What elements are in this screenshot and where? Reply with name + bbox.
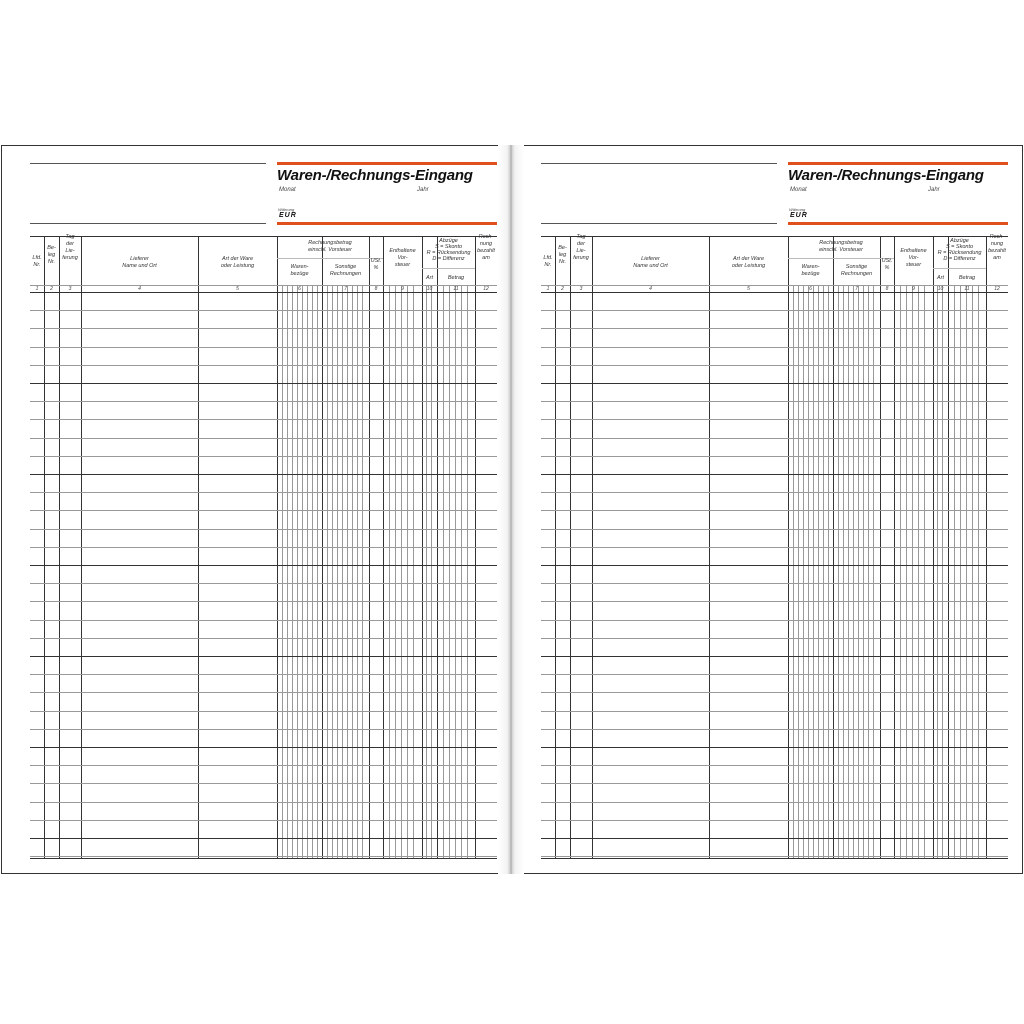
column-number: 12	[994, 286, 1000, 292]
column-number: 3	[579, 286, 583, 292]
column-header: USt. %	[370, 258, 382, 271]
column-header: Lieferer Name und Ort	[633, 256, 668, 269]
digit-divider	[966, 285, 967, 858]
digit-divider	[395, 285, 396, 858]
digit-divider	[954, 285, 955, 858]
digit-divider	[828, 285, 829, 858]
column-header: Art der Ware oder Leistung	[731, 256, 766, 269]
digit-divider	[455, 285, 456, 858]
digit-divider	[793, 285, 794, 858]
digit-divider	[282, 285, 283, 858]
digit-divider	[942, 285, 943, 858]
header-line	[30, 163, 266, 164]
table-row	[30, 674, 497, 675]
table-row	[541, 510, 1008, 511]
year-label: Jahr	[417, 187, 429, 193]
column-number: 11	[453, 286, 459, 292]
table-row	[541, 474, 1008, 475]
table-row	[30, 583, 497, 584]
table-row	[541, 365, 1008, 366]
digit-divider	[906, 285, 907, 858]
group-header-rechnungsbetrag: Rechnungsbetrag einschl. Vorsteuer	[819, 240, 863, 253]
ledger-sheet-left	[30, 145, 500, 872]
ledger-sheet-right	[541, 145, 1011, 872]
column-header: Art	[425, 274, 434, 281]
table-row	[541, 838, 1008, 839]
table-row	[541, 601, 1008, 602]
digit-divider	[873, 285, 874, 858]
column-number: 7	[344, 286, 347, 292]
column-header: Rech- nung bezahlt am	[477, 234, 495, 261]
table-row	[541, 765, 1008, 766]
table-row	[541, 565, 1008, 566]
group-header-abzuege: Abzüge S = Skonto R = Rücksendung D = Differenz	[426, 238, 471, 262]
group-header-divider	[422, 268, 475, 269]
table-row	[30, 365, 497, 366]
column-number: 7	[855, 286, 858, 292]
table-row	[541, 856, 1008, 857]
table-top-border	[541, 236, 1008, 237]
digit-divider	[808, 285, 809, 858]
header-line	[30, 223, 266, 224]
digit-divider	[972, 285, 973, 858]
digit-divider	[918, 285, 919, 858]
table-row	[30, 401, 497, 402]
digit-divider	[978, 285, 979, 858]
column-number: 5	[747, 286, 750, 292]
column-header: USt. %	[881, 258, 893, 271]
table-row	[541, 347, 1008, 348]
table-row	[30, 601, 497, 602]
table-row	[30, 474, 497, 475]
table-row	[30, 328, 497, 329]
table-row	[541, 729, 1008, 730]
table-row	[30, 802, 497, 803]
number-row-border	[541, 292, 1008, 293]
table-row	[30, 529, 497, 530]
digit-divider	[848, 285, 849, 858]
column-header: Art	[936, 274, 945, 281]
digit-divider	[327, 285, 328, 858]
table-row	[30, 856, 497, 857]
table-row	[541, 692, 1008, 693]
column-number: 5	[236, 286, 239, 292]
column-number: 9	[401, 286, 404, 292]
table-row	[541, 783, 1008, 784]
column-header: Betrag	[958, 274, 976, 281]
column-header: Lfd. Nr.	[32, 255, 42, 268]
column-number: 4	[138, 286, 141, 292]
digit-divider	[352, 285, 353, 858]
column-header: Betrag	[447, 274, 465, 281]
digit-divider	[297, 285, 298, 858]
book-spine	[498, 145, 524, 874]
table-row	[30, 783, 497, 784]
digit-divider	[443, 285, 444, 858]
digit-divider	[843, 285, 844, 858]
column-number: 9	[912, 286, 915, 292]
column-number: 12	[483, 286, 489, 292]
column-number: 8	[885, 286, 889, 292]
table-row	[541, 456, 1008, 457]
digit-divider	[798, 285, 799, 858]
title-rule-top	[788, 162, 1008, 165]
table-row	[541, 583, 1008, 584]
column-header: Be- leg Nr.	[558, 244, 567, 265]
digit-divider	[347, 285, 348, 858]
group-header-divider	[933, 268, 986, 269]
digit-divider	[426, 285, 427, 858]
table-row	[541, 802, 1008, 803]
open-ledger-book	[0, 145, 1024, 875]
table-row	[30, 711, 497, 712]
table-row	[30, 729, 497, 730]
table-row	[30, 638, 497, 639]
table-row	[30, 492, 497, 493]
column-header: Lfd. Nr.	[543, 255, 553, 268]
digit-divider	[389, 285, 390, 858]
currency-value: EUR	[790, 212, 808, 219]
group-header-divider	[277, 258, 383, 259]
column-header: Be- leg Nr.	[47, 244, 56, 265]
digit-divider	[863, 285, 864, 858]
digit-divider	[900, 285, 901, 858]
table-row	[30, 438, 497, 439]
header-line	[541, 163, 777, 164]
table-bottom-border	[30, 858, 497, 859]
digit-divider	[858, 285, 859, 858]
table-bottom-border	[541, 858, 1008, 859]
digit-divider	[431, 285, 432, 858]
table-row	[30, 419, 497, 420]
column-number: 1	[546, 286, 550, 292]
table-row	[541, 310, 1008, 311]
digit-divider	[407, 285, 408, 858]
table-row	[30, 838, 497, 839]
table-row	[30, 510, 497, 511]
table-row	[30, 547, 497, 548]
column-header: Waren- bezüge	[801, 264, 820, 277]
digit-divider	[823, 285, 824, 858]
digit-divider	[937, 285, 938, 858]
table-row	[30, 820, 497, 821]
digit-divider	[292, 285, 293, 858]
digit-divider	[317, 285, 318, 858]
digit-divider	[307, 285, 308, 858]
digit-divider	[960, 285, 961, 858]
form-title: Waren-/Rechnungs-Eingang	[788, 167, 984, 184]
column-number: 1	[35, 286, 39, 292]
table-row	[30, 747, 497, 748]
digit-divider	[332, 285, 333, 858]
column-header: Tag der Lie- ferung	[573, 234, 589, 261]
digit-divider	[924, 285, 925, 858]
table-row	[541, 419, 1008, 420]
table-row	[541, 638, 1008, 639]
header-line	[541, 223, 777, 224]
table-row	[30, 765, 497, 766]
table-row	[541, 438, 1008, 439]
group-header-abzuege: Abzüge S = Skonto R = Rücksendung D = Differenz	[937, 238, 982, 262]
digit-divider	[287, 285, 288, 858]
form-title: Waren-/Rechnungs-Eingang	[277, 167, 473, 184]
column-header: Rech- nung bezahlt am	[988, 234, 1006, 261]
digit-divider	[357, 285, 358, 858]
column-number: 3	[68, 286, 72, 292]
table-row	[541, 401, 1008, 402]
currency-value: EUR	[279, 212, 297, 219]
month-label: Monat	[279, 187, 296, 193]
digit-divider	[461, 285, 462, 858]
digit-divider	[449, 285, 450, 858]
column-header: Art der Ware oder Leistung	[220, 256, 255, 269]
column-number: 2	[561, 286, 564, 292]
column-number: 11	[964, 286, 970, 292]
currency-label: Währung	[278, 207, 295, 212]
table-row	[541, 674, 1008, 675]
title-rule-bottom	[788, 222, 1008, 225]
digit-divider	[818, 285, 819, 858]
table-row	[541, 747, 1008, 748]
column-header: Enthaltene Vor- steuer	[389, 247, 416, 268]
column-header: Lieferer Name und Ort	[122, 256, 157, 269]
table-row	[541, 492, 1008, 493]
digit-divider	[401, 285, 402, 858]
table-row	[541, 620, 1008, 621]
table-row	[30, 310, 497, 311]
table-row	[541, 328, 1008, 329]
digit-divider	[868, 285, 869, 858]
year-label: Jahr	[928, 187, 940, 193]
column-number: 6	[298, 286, 301, 292]
column-header: Tag der Lie- ferung	[62, 234, 78, 261]
column-number: 6	[809, 286, 812, 292]
group-header-divider	[788, 258, 894, 259]
digit-divider	[312, 285, 313, 858]
table-row	[30, 620, 497, 621]
column-header: Sonstige Rechnungen	[329, 264, 362, 277]
table-top-border	[30, 236, 497, 237]
column-number: 10	[426, 286, 433, 292]
column-number: 10	[937, 286, 944, 292]
title-rule-bottom	[277, 222, 497, 225]
digit-divider	[337, 285, 338, 858]
table-row	[541, 547, 1008, 548]
table-row	[30, 565, 497, 566]
digit-divider	[803, 285, 804, 858]
digit-divider	[413, 285, 414, 858]
digit-divider	[302, 285, 303, 858]
table-row	[541, 656, 1008, 657]
digit-divider	[912, 285, 913, 858]
table-row	[541, 711, 1008, 712]
currency-label: Währung	[789, 207, 806, 212]
table-row	[30, 692, 497, 693]
number-row-border	[30, 292, 497, 293]
table-row	[541, 383, 1008, 384]
table-row	[30, 456, 497, 457]
table-row	[541, 820, 1008, 821]
digit-divider	[467, 285, 468, 858]
digit-divider	[813, 285, 814, 858]
column-header: Enthaltene Vor- steuer	[900, 247, 927, 268]
column-header: Waren- bezüge	[290, 264, 309, 277]
column-header: Sonstige Rechnungen	[840, 264, 873, 277]
table-row	[30, 656, 497, 657]
month-label: Monat	[790, 187, 807, 193]
digit-divider	[362, 285, 363, 858]
column-number: 8	[374, 286, 378, 292]
digit-divider	[838, 285, 839, 858]
column-number: 4	[649, 286, 652, 292]
table-row	[541, 529, 1008, 530]
group-header-rechnungsbetrag: Rechnungsbetrag einschl. Vorsteuer	[308, 240, 352, 253]
digit-divider	[853, 285, 854, 858]
title-rule-top	[277, 162, 497, 165]
digit-divider	[342, 285, 343, 858]
table-row	[30, 347, 497, 348]
table-row	[30, 383, 497, 384]
column-number: 2	[50, 286, 53, 292]
